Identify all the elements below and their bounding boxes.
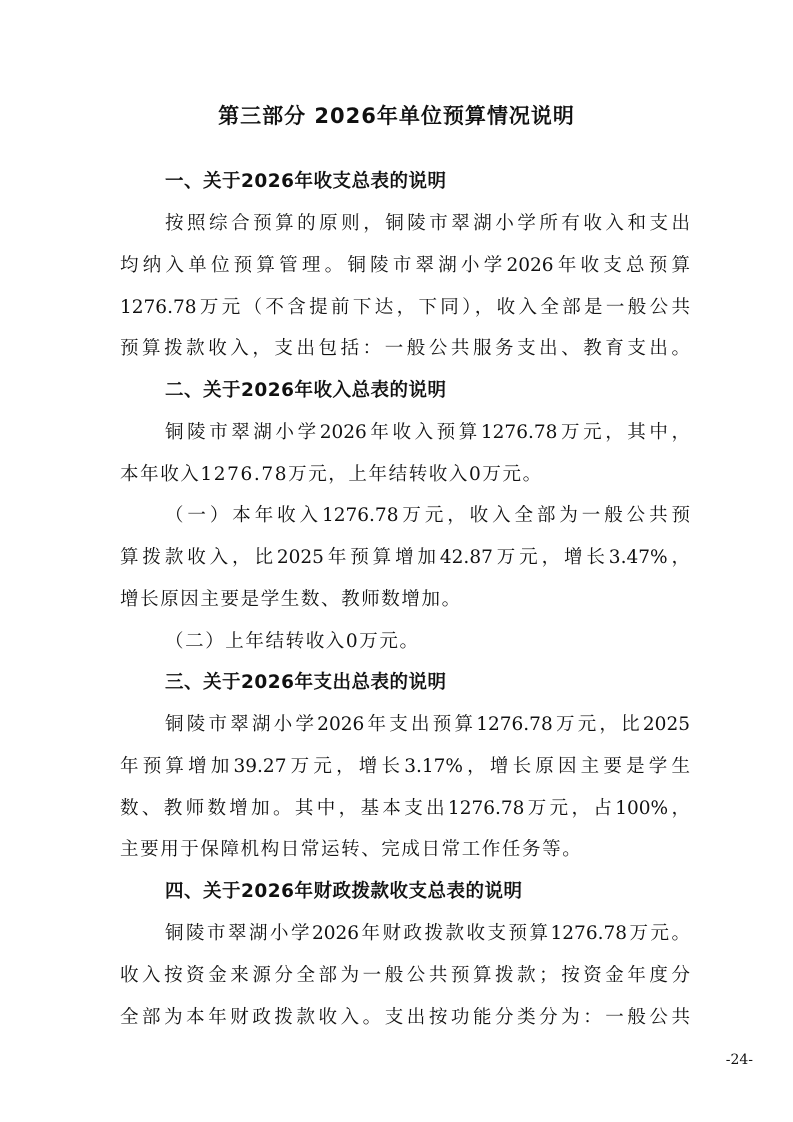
paragraph-line: 铜陵市翠湖小学2026年财政拨款收支预算1276.78万元。 xyxy=(165,923,690,944)
paragraph-line: 均纳入单位预算管理。铜陵市翠湖小学2026年收支总预算 xyxy=(120,255,690,276)
section-heading-2: 二、关于2026年收入总表的说明 xyxy=(165,380,447,401)
paragraph-line: 本年收入1276.78万元，上年结转收入0万元。 xyxy=(120,464,543,485)
paragraph-line: 增长原因主要是学生数、教师数增加。 xyxy=(120,589,462,610)
paragraph-line: 数、教师数增加。其中，基本支出1276.78万元，占100%， xyxy=(120,798,690,819)
paragraph-line: 算拨款收入，比2025年预算增加42.87万元，增长3.47%， xyxy=(120,547,690,568)
paragraph-line: 主要用于保障机构日常运转、完成日常工作任务等。 xyxy=(120,839,583,860)
paragraph-line: 年预算增加39.27万元，增长3.17%，增长原因主要是学生 xyxy=(120,756,690,777)
section-heading-3: 三、关于2026年支出总表的说明 xyxy=(165,672,447,693)
paragraph-line: 全部为本年财政拨款收入。支出按功能分类分为：一般公共 xyxy=(120,1007,690,1028)
paragraph-line: 铜陵市翠湖小学2026年收入预算1276.78万元，其中， xyxy=(165,422,690,443)
paragraph-line: （一）本年收入1276.78万元，收入全部为一般公共预 xyxy=(165,505,690,526)
section-heading-1: 一、关于2026年收支总表的说明 xyxy=(165,171,447,192)
paragraph-line: 铜陵市翠湖小学2026年支出预算1276.78万元，比2025 xyxy=(165,714,690,735)
paragraph-line: 1276.78万元（不含提前下达，下同），收入全部是一般公共 xyxy=(120,297,690,318)
paragraph-line: 预算拨款收入，支出包括：一般公共服务支出、教育支出。 xyxy=(120,338,690,359)
paragraph-line: 按照综合预算的原则，铜陵市翠湖小学所有收入和支出 xyxy=(165,213,690,234)
page-number: -24- xyxy=(725,1052,753,1068)
page-title: 第三部分 2026年单位预算情况说明 xyxy=(218,104,575,128)
paragraph-line: 收入按资金来源分全部为一般公共预算拨款；按资金年度分 xyxy=(120,965,690,986)
section-heading-4: 四、关于2026年财政拨款收支总表的说明 xyxy=(165,881,523,902)
paragraph-line: （二）上年结转收入0万元。 xyxy=(165,631,420,652)
